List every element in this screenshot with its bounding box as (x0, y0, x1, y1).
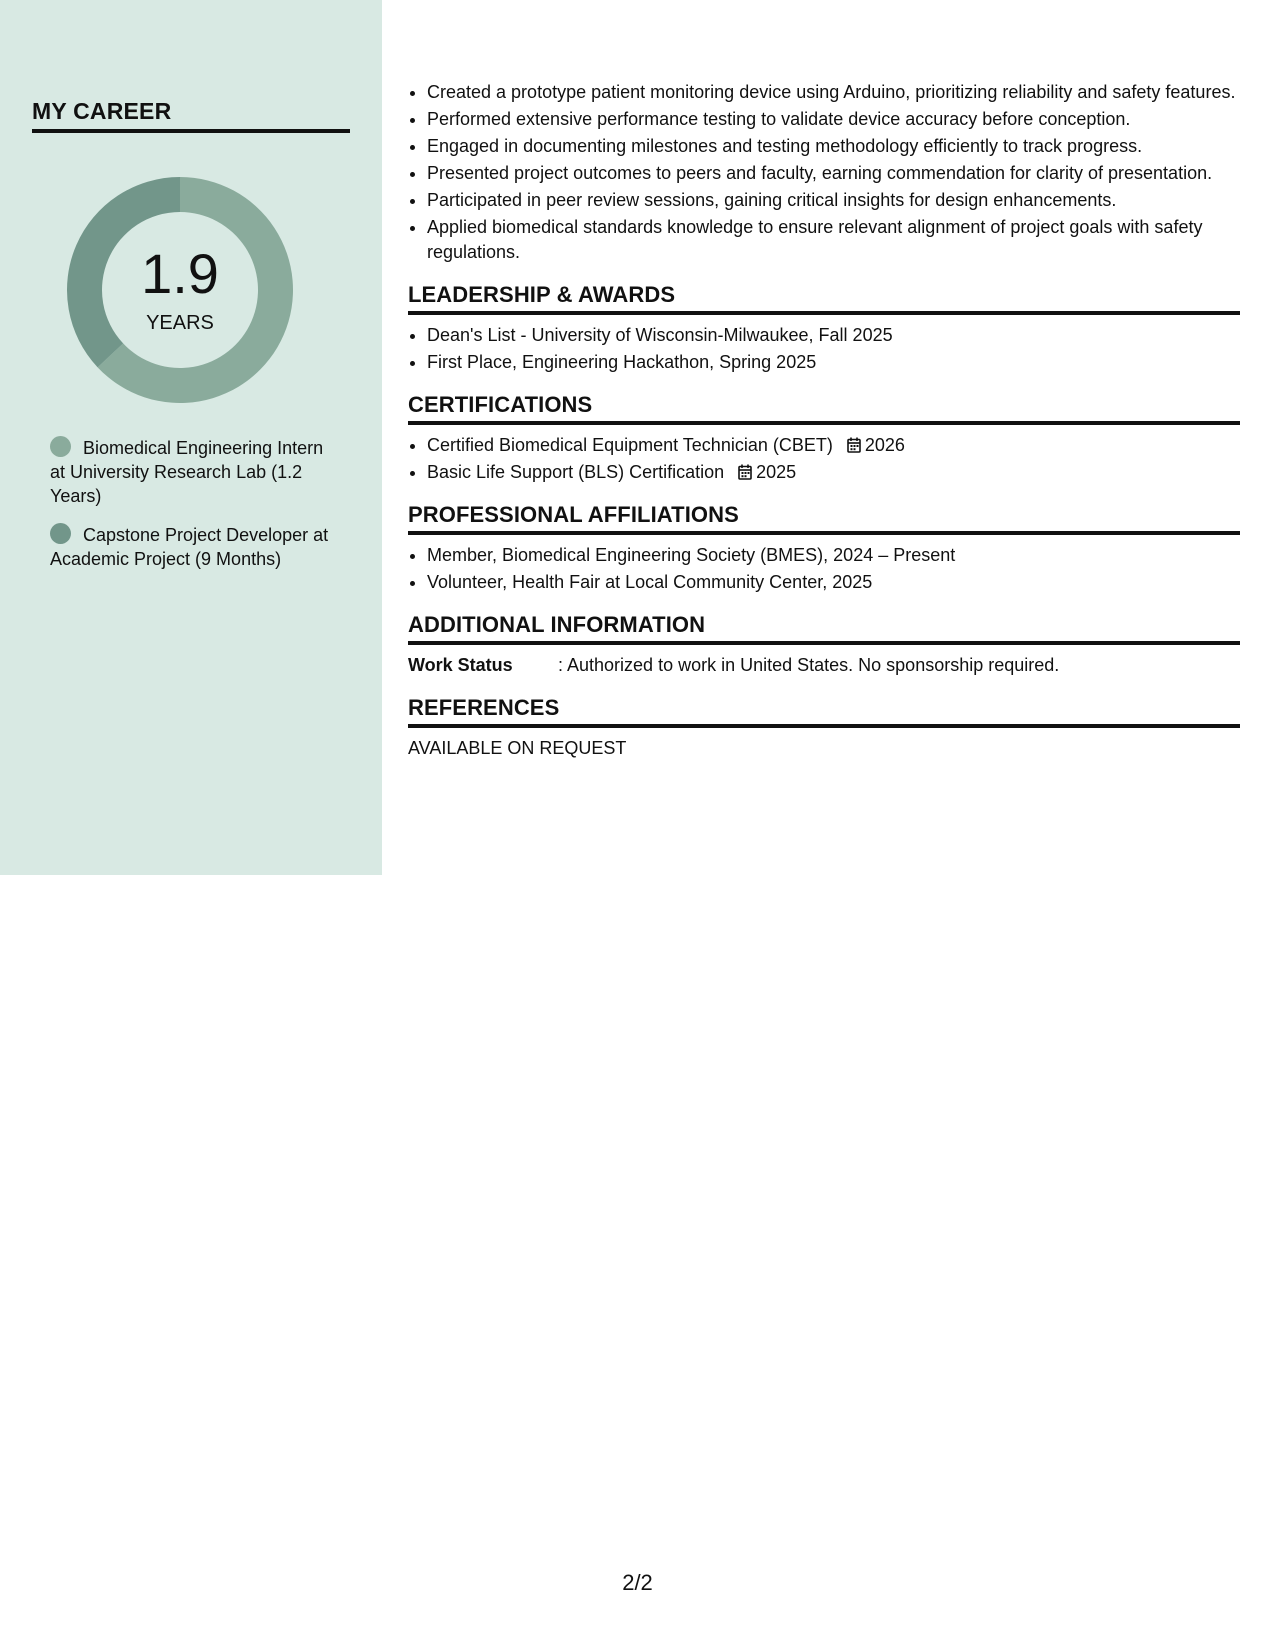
legend-dot-icon (50, 436, 71, 457)
legend-dot-icon (50, 523, 71, 544)
page-number: 2/2 (622, 1570, 653, 1595)
project-bullet: • Applied biomedical standards knowledge to ensure relevant alignment of project goals with safety regulations. (427, 215, 1240, 265)
resume-main-column (408, 80, 1240, 761)
career-heading: MY CAREER (32, 98, 350, 133)
affiliation-item: • Member, Biomedical Engineering Society (BMES), 2024 – Present (427, 543, 1240, 568)
experience-total-value: 1.9 (141, 242, 219, 305)
project-bullet-list (408, 80, 1240, 265)
work-status-value: : Authorized to work in United States. No sponsorship required. (558, 655, 1060, 675)
leadership-list (408, 323, 1240, 375)
references-section (408, 695, 1240, 761)
leadership-title: LEADERSHIP & AWARDS (408, 282, 1240, 315)
career-legend-label: Capstone Project Developer at Academic Project (9 Months) (50, 525, 329, 569)
experience-total-unit: YEARS (146, 312, 214, 334)
leadership-section (408, 282, 1240, 375)
affiliations-list (408, 543, 1240, 595)
certifications-title: CERTIFICATIONS (408, 392, 1240, 425)
certification-item (427, 460, 1240, 485)
certification-year: 2026 (864, 435, 905, 455)
leadership-item: • Dean's List - University of Wisconsin-Milwaukee, Fall 2025 (427, 323, 1240, 348)
certification-year: 2025 (756, 462, 797, 482)
career-legend (50, 436, 340, 586)
project-bullet: • Participated in peer review sessions, gaining critical insights for design enhancements. (427, 188, 1240, 213)
work-status-row (408, 653, 1240, 678)
career-legend-item (50, 436, 340, 508)
references-text: AVAILABLE ON REQUEST (408, 738, 627, 758)
calendar-icon (738, 464, 752, 480)
project-bullet: • Engaged in documenting milestones and testing methodology efficiently to track progress. (427, 134, 1240, 159)
career-legend-label: Biomedical Engineering Intern at University Research Lab (1.2 Years) (50, 438, 324, 506)
certification-name: Certified Biomedical Equipment Technician (CBET) (427, 435, 833, 455)
affiliations-title: PROFESSIONAL AFFILIATIONS (408, 502, 1240, 535)
project-bullet: • Created a prototype patient monitoring device using Arduino, prioritizing reliability and safety features. (427, 80, 1240, 105)
leadership-item: • First Place, Engineering Hackathon, Spring 2025 (427, 350, 1240, 375)
certification-item (427, 433, 1240, 458)
additional-info-section (408, 612, 1240, 678)
calendar-icon (847, 437, 861, 453)
certifications-section (408, 392, 1240, 485)
work-status-label: Work Status (408, 655, 513, 675)
certifications-list (408, 433, 1240, 485)
career-sidebar (0, 0, 382, 875)
project-bullet: • Presented project outcomes to peers and faculty, earning commendation for clarity of presentation. (427, 161, 1240, 186)
affiliation-item: • Volunteer, Health Fair at Local Community Center, 2025 (427, 570, 1240, 595)
certification-name: Basic Life Support (BLS) Certification (427, 462, 725, 482)
additional-info-title: ADDITIONAL INFORMATION (408, 612, 1240, 645)
project-bullet: • Performed extensive performance testing to validate device accuracy before conception. (427, 107, 1240, 132)
references-title: REFERENCES (408, 695, 1240, 728)
experience-donut-chart (66, 176, 294, 404)
career-legend-item (50, 523, 340, 571)
affiliations-section (408, 502, 1240, 595)
